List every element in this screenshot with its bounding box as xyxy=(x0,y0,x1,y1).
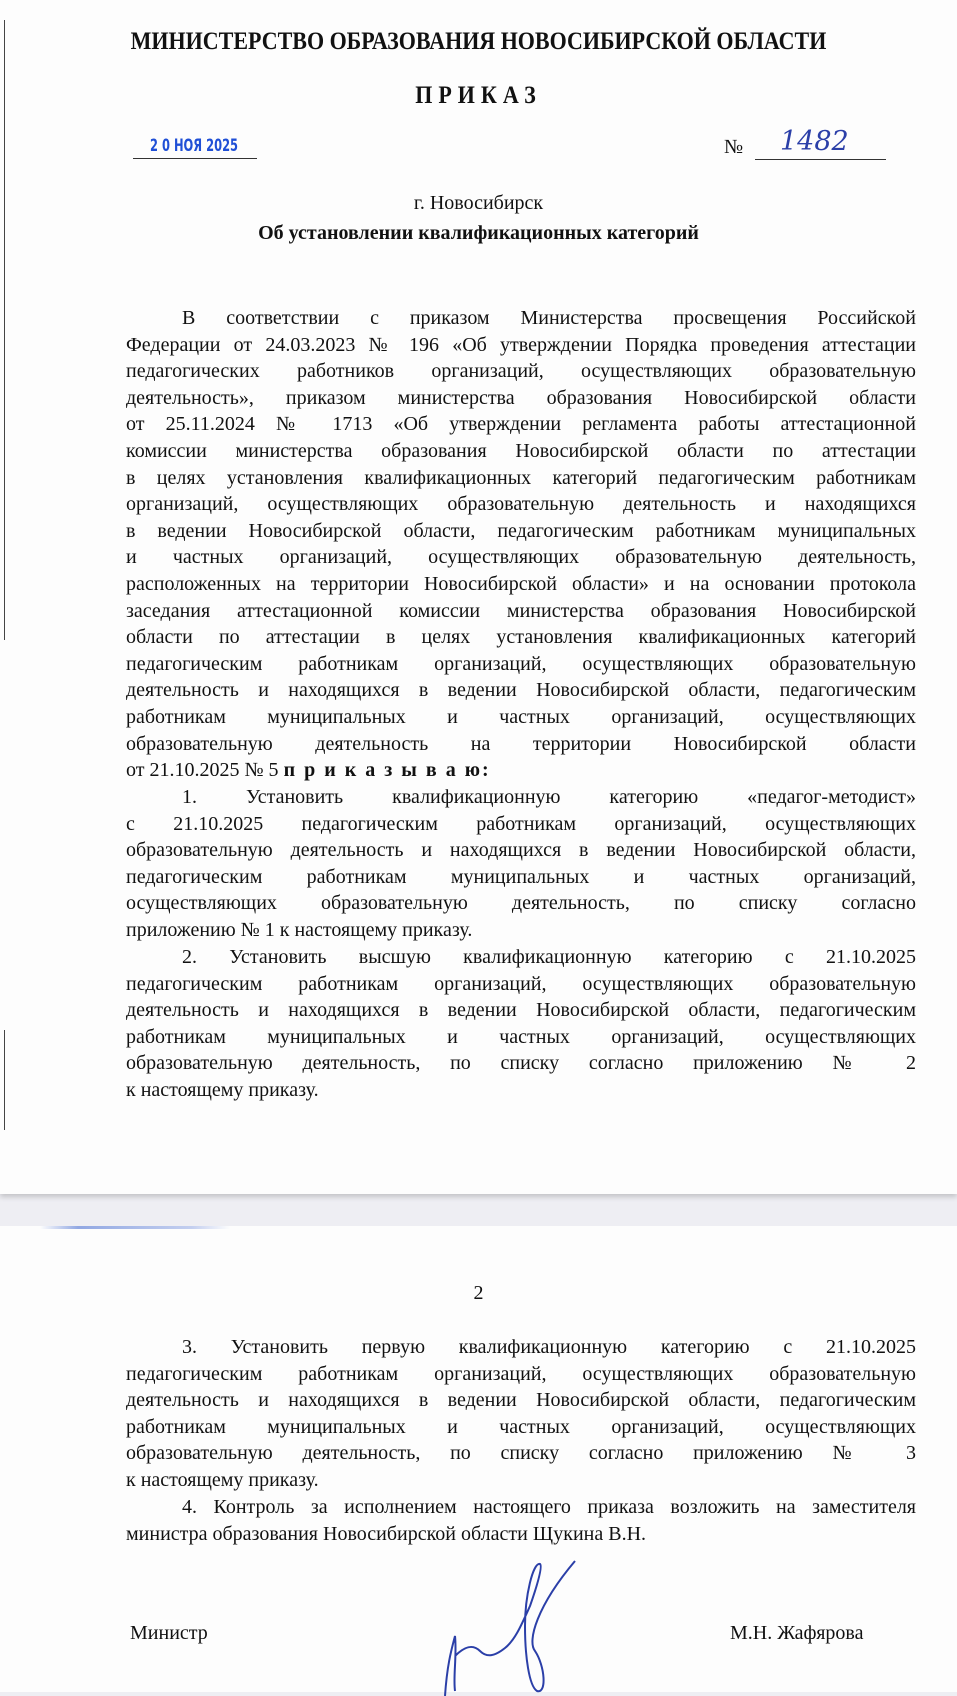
text-line: образовательную деятельность на территории Новосибирской области xyxy=(126,732,916,755)
text-line: 4. Контроль за исполнением настоящего приказа возложить на заместителя xyxy=(182,1496,916,1518)
scan-edge xyxy=(4,1030,5,1130)
text-line: образовательную деятельность, по списку согласно приложению № 2 xyxy=(126,1052,916,1075)
scan-edge xyxy=(4,20,5,640)
text-line: от 25.11.2024 № 1713 «Об утверждении регламента работы аттестационной xyxy=(126,413,916,436)
order-item-2 xyxy=(126,944,916,1104)
text-line: 2. Установить высшую квалификационную категорию с 21.10.2025 xyxy=(182,946,916,968)
text-line: осуществляющих образовательную деятельность, по списку согласно xyxy=(126,892,916,915)
text-line: организаций, осуществляющих образовательную деятельность и находящихся xyxy=(126,493,916,516)
text-line: педагогическим работникам организаций, осуществляющих образовательную xyxy=(126,652,916,675)
ministry-title: МИНИСТЕРСТВО ОБРАЗОВАНИЯ НОВОСИБИРСКОЙ ОБЛАСТИ xyxy=(130,26,827,55)
signatory-position: Министр xyxy=(130,1622,208,1644)
text-line: работникам муниципальных и частных организаций, осуществляющих xyxy=(126,1415,916,1438)
text-line: расположенных на территории Новосибирской области» и на основании протокола xyxy=(126,572,916,595)
text-line: 3. Установить первую квалификационную категорию с 21.10.2025 xyxy=(182,1336,916,1358)
text-line: деятельность», приказом министерства образования Новосибирской области xyxy=(126,386,916,409)
date-underline xyxy=(133,158,257,159)
number-underline xyxy=(755,159,886,160)
text-line: образовательную деятельность и находящихся в ведении Новосибирской области, xyxy=(126,839,916,862)
order-item-4 xyxy=(126,1494,916,1547)
text-line: педагогическим работникам организаций, осуществляющих образовательную xyxy=(126,1362,916,1385)
text-line: работникам муниципальных и частных организаций, осуществляющих xyxy=(126,705,916,728)
order-number: 1482 xyxy=(780,126,849,157)
text-line: с 21.10.2025 педагогическим работникам организаций, осуществляющих xyxy=(126,812,916,835)
order-item-1 xyxy=(126,784,916,944)
document-page-2 xyxy=(0,1226,957,1692)
text-line: в ведении Новосибирской области, педагогическим работникам муниципальных xyxy=(126,519,916,542)
page-number: 2 xyxy=(473,1282,484,1304)
text-line: В соответствии с приказом Министерства просвещения Российской xyxy=(182,307,916,329)
text-line: деятельность и находящихся в ведении Новосибирской области, педагогическим xyxy=(126,679,916,702)
text-line: работникам муниципальных и частных организаций, осуществляющих xyxy=(126,1025,916,1048)
order-item-3 xyxy=(126,1334,916,1494)
document-type: ПРИКАЗ xyxy=(415,80,542,109)
text-line: 1. Установить квалификационную категорию «педагог-методист» xyxy=(182,786,916,808)
signature-stroke xyxy=(445,1561,575,1696)
handwritten-signature xyxy=(425,1556,595,1696)
text-line: к настоящему приказу. xyxy=(126,1078,319,1101)
number-sign: № xyxy=(724,136,744,158)
text-line: приложению № 1 к настоящему приказу. xyxy=(126,918,473,941)
order-word: п р и к а з ы в а ю: xyxy=(283,759,491,782)
text-line: деятельность и находящихся в ведении Новосибирской области, педагогическим xyxy=(126,1389,916,1412)
text-line: заседания аттестационной комиссии министерства образования Новосибирской xyxy=(126,599,916,622)
text-line: министра образования Новосибирской области Щукина В.Н. xyxy=(126,1522,647,1545)
text-line: педагогических работников организаций, осуществляющих образовательную xyxy=(126,360,916,383)
text-line: педагогическим работникам организаций, осуществляющих образовательную xyxy=(126,972,916,995)
text-line: образовательную деятельность, по списку согласно приложению № 3 xyxy=(126,1442,916,1465)
city: г. Новосибирск xyxy=(413,192,544,214)
text-line: педагогическим работникам муниципальных и частных организаций, xyxy=(126,865,916,888)
protocol-reference: от 21.10.2025 № 5 xyxy=(126,759,279,782)
text-line xyxy=(126,757,916,784)
text-line: области по аттестации в целях установления квалификационных категорий xyxy=(126,626,916,649)
date-stamp: 2 0 НОЯ 2025 xyxy=(150,136,239,156)
signatory-name: М.Н. Жафярова xyxy=(730,1622,864,1644)
text-line: и частных организаций, осуществляющих образовательную деятельность, xyxy=(126,546,916,569)
subject: Об установлении квалификационных категорий xyxy=(258,222,699,244)
text-line: деятельность и находящихся в ведении Новосибирской области, педагогическим xyxy=(126,999,916,1022)
preamble-paragraph xyxy=(126,305,916,784)
text-line: Федерации от 24.03.2023 № 196 «Об утверждении Порядка проведения аттестации xyxy=(126,333,916,356)
stamp-remnant xyxy=(40,1226,230,1229)
text-line: комиссии министерства образования Новосибирской области по аттестации xyxy=(126,439,916,462)
text-line: в целях установления квалификационных категорий педагогическим работникам xyxy=(126,466,916,489)
text-line: к настоящему приказу. xyxy=(126,1468,319,1491)
